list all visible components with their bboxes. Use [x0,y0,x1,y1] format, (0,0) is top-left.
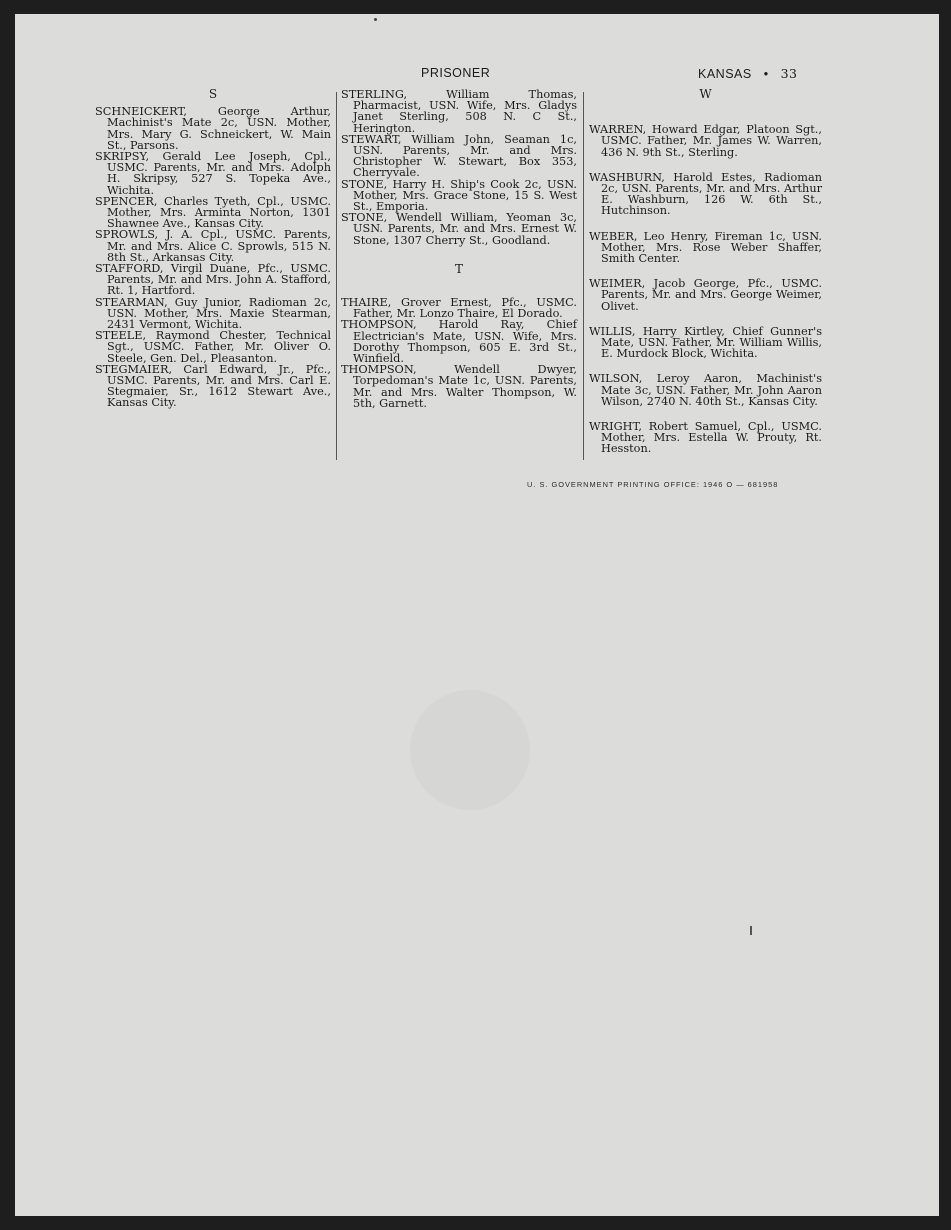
list-entry: STEARMAN, Guy Junior, Radioman 2c, USN. Mother, Mrs. Maxie Stearman, 2431 Vermont, Wichita. [95,295,331,332]
column-divider [336,92,337,460]
ink-speck [750,926,752,935]
section-letter-t: T [454,261,463,276]
list-entry: STONE, Harry H. Ship's Cook 2c, USN. Mother, Mrs. Grace Stone, 15 S. West St., Emporia. [341,177,577,214]
list-entry: SPENCER, Charles Tyeth, Cpl., USMC. Mother, Mrs. Arminta Norton, 1301 Shawnee Ave., Kansas City. [95,194,331,231]
header-title: PRISONER [421,66,491,80]
list-entry: THAIRE, Grover Ernest, Pfc., USMC. Father, Mr. Lonzo Thaire, El Dorado. [341,296,577,321]
list-entry: SPROWLS, J. A. Cpl., USMC. Parents, Mr. and Mrs. Alice C. Sprowls, 515 N. 8th St., Arkansas City. [95,228,331,264]
page-number: 33 [780,66,798,81]
list-entry: WILSON, Leroy Aaron, Machinist's Mate 3c, USN. Father, Mr. John Aaron Wilson, 2740 N. 40th St., Kansas City. [589,372,822,408]
list-entry: THOMPSON, Harold Ray, Chief Electrician's Mate, USN. Wife, Mrs. Dorothy Thompson, 605 E. 3rd St., Winfield. [341,318,577,366]
header-state-name: KANSAS [698,67,752,81]
header-bullet: • [763,67,769,81]
column-2 [341,89,577,409]
section-letter-s: S [208,87,218,101]
list-entry: SKRIPSY, Gerald Lee Joseph, Cpl., USMC. Parents, Mr. and Mrs. Adolph H. Skripsy, 527 S. Topeka Ave., Wichita. [95,150,331,197]
list-entry: STEGMAIER, Carl Edward, Jr., Pfc., USMC. Parents, Mr. and Mrs. Carl E. Stegmaier, Sr., 1612 Stewart Ave., Kansas City. [95,362,331,410]
printing-office-imprint: U. S. GOVERNMENT PRINTING OFFICE: 1946 O — 681958 [527,480,779,489]
column-3 [589,89,822,469]
list-entry: WASHBURN, Harold Estes, Radioman 2c, USN. Parents, Mr. and Mrs. Arthur E. Washburn, 126 W. 6th St., Hutchinson. [589,170,822,218]
list-entry: WRIGHT, Robert Samuel, Cpl., USMC. Mother, Mrs. Estella W. Prouty, Rt. Hesston. [589,420,822,456]
list-entry: THOMPSON, Wendell Dwyer, Torpedoman's Mate 1c, USN. Parents, Mr. and Mrs. Walter Thompson, W. 5th, Garnett. [341,363,577,410]
list-entry: STEELE, Raymond Chester, Technical Sgt., USMC. Father, Mr. Oliver O. Steele, Gen. Del., Pleasanton. [95,329,331,365]
header-state [698,66,798,81]
list-entry: WEIMER, Jacob George, Pfc., USMC. Parents, Mr. and Mrs. George Weimer, Olivet. [589,277,822,313]
show-through-mark [410,690,530,810]
list-entry: STERLING, William Thomas, Pharmacist, USN. Wife, Mrs. Gladys Janet Sterling, 508 N. C St., Herington. [341,88,577,135]
ink-speck [374,18,377,21]
list-entry: WILLIS, Harry Kirtley, Chief Gunner's Mate, USN. Father, Mr. William Willis, E. Murdock Block, Wichita. [589,324,822,361]
section-letter-w: W [699,87,712,101]
list-entry: STEWART, William John, Seaman 1c, USN. Parents, Mr. and Mrs. Christopher W. Stewart, Box 353, Cherryvale. [341,132,577,180]
list-entry: WEBER, Leo Henry, Fireman 1c, USN. Mother, Mrs. Rose Weber Shaffer, Smith Center. [589,229,822,266]
list-entry: SCHNEICKERT, George Arthur, Machinist's Mate 2c, USN. Mother, Mrs. Mary G. Schneickert, W. Main St., Parsons. [95,105,331,152]
column-1 [95,89,331,409]
list-entry: WARREN, Howard Edgar, Platoon Sgt., USMC. Father, Mr. James W. Warren, 436 N. 9th St., Sterling. [589,123,822,159]
column-divider [583,92,584,460]
list-entry: STONE, Wendell William, Yeoman 3c, USN. Parents, Mr. and Mrs. Ernest W. Stone, 1307 Cherry St., Goodland. [341,211,577,247]
list-entry: STAFFORD, Virgil Duane, Pfc., USMC. Parents, Mr. and Mrs. John A. Stafford, Rt. 1, Hartford. [95,262,331,298]
